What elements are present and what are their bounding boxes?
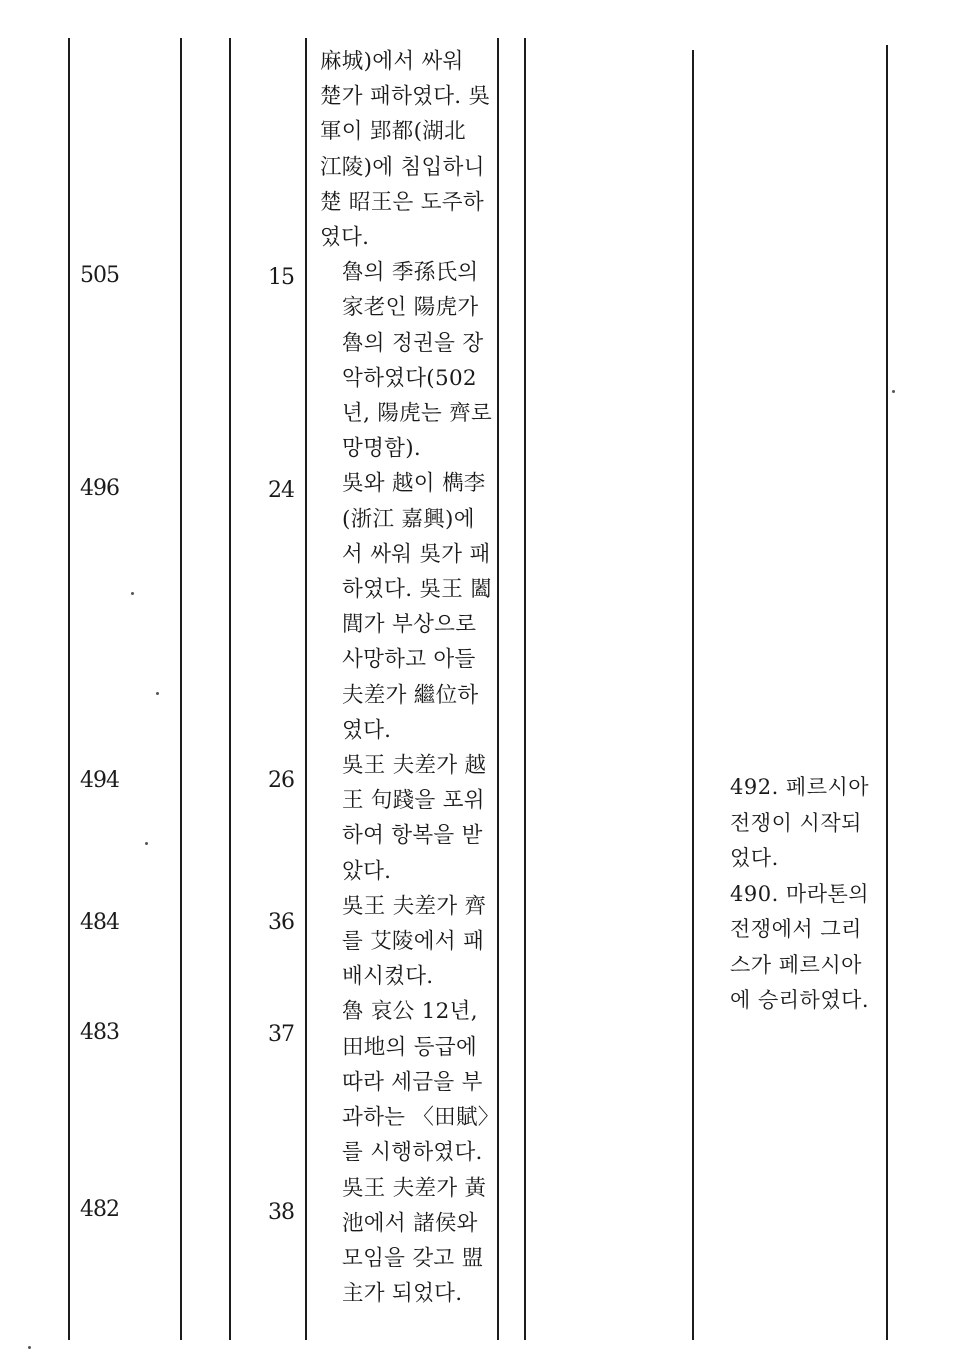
reign-36: 36 bbox=[268, 910, 294, 935]
event-entry-494: 吳王 夫差가 越王 句踐을 포위하여 항복을 받았다. bbox=[342, 753, 487, 884]
scan-speck bbox=[28, 1346, 31, 1349]
scan-speck bbox=[131, 592, 134, 595]
scan-speck bbox=[145, 842, 148, 845]
event-entry-482: 吳王 夫差가 黃池에서 諸侯와 모임을 갖고 盟主가 되었다. bbox=[342, 1175, 487, 1307]
column-rule-6 bbox=[524, 38, 526, 1340]
column-rule-7 bbox=[692, 50, 694, 1340]
event-entry-496: 吳와 越이 檇李(浙江 嘉興)에서 싸워 吳가 패하였다. 吳王 闔閭가 부상으로 사망하고 아들 夫差가 繼位하였다. bbox=[342, 471, 493, 743]
event-entry-483: 魯 哀公 12년, 田地의 등급에 따라 세금을 부과하는 〈田賦〉를 시행하였다. bbox=[342, 999, 489, 1166]
event-entry-505: 魯의 季孫氏의 家老인 陽虎가 魯의 정권을 장악하였다(502년, 陽虎는 齊로 망명함). bbox=[342, 260, 493, 462]
year-482: 482 bbox=[80, 1197, 119, 1222]
reign-38: 38 bbox=[268, 1200, 294, 1225]
column-rule-2 bbox=[180, 38, 182, 1340]
year-496: 496 bbox=[80, 476, 119, 501]
scan-speck bbox=[892, 390, 895, 393]
column-rule-8 bbox=[886, 45, 888, 1340]
world-entry-490: 490. 마라톤의 전쟁에서 그리스가 페르시아에 승리하였다. bbox=[730, 881, 870, 1012]
world-entry-492: 492. 페르시아 전쟁이 시작되었다. bbox=[730, 775, 870, 870]
china-events-column bbox=[320, 44, 492, 1311]
year-505: 505 bbox=[80, 263, 119, 288]
reign-24: 24 bbox=[268, 478, 294, 503]
reign-15: 15 bbox=[268, 265, 294, 290]
year-483: 483 bbox=[80, 1020, 119, 1045]
column-rule-1 bbox=[68, 38, 70, 1340]
column-rule-3 bbox=[229, 38, 231, 1340]
column-rule-5 bbox=[497, 38, 499, 1340]
year-484: 484 bbox=[80, 910, 119, 935]
world-events-column bbox=[708, 770, 878, 1019]
year-494: 494 bbox=[80, 768, 119, 793]
reign-37: 37 bbox=[268, 1022, 294, 1047]
scan-speck bbox=[156, 692, 159, 695]
event-entry-continued: 麻城)에서 싸워 楚가 패하였다. 吳軍이 郢都(湖北 江陵)에 침입하니 楚 昭王은 도주하였다. bbox=[320, 49, 491, 251]
column-rule-4 bbox=[305, 38, 307, 1340]
reign-26: 26 bbox=[268, 768, 294, 793]
event-entry-484: 吳王 夫差가 齊를 艾陵에서 패배시켰다. bbox=[342, 893, 487, 990]
